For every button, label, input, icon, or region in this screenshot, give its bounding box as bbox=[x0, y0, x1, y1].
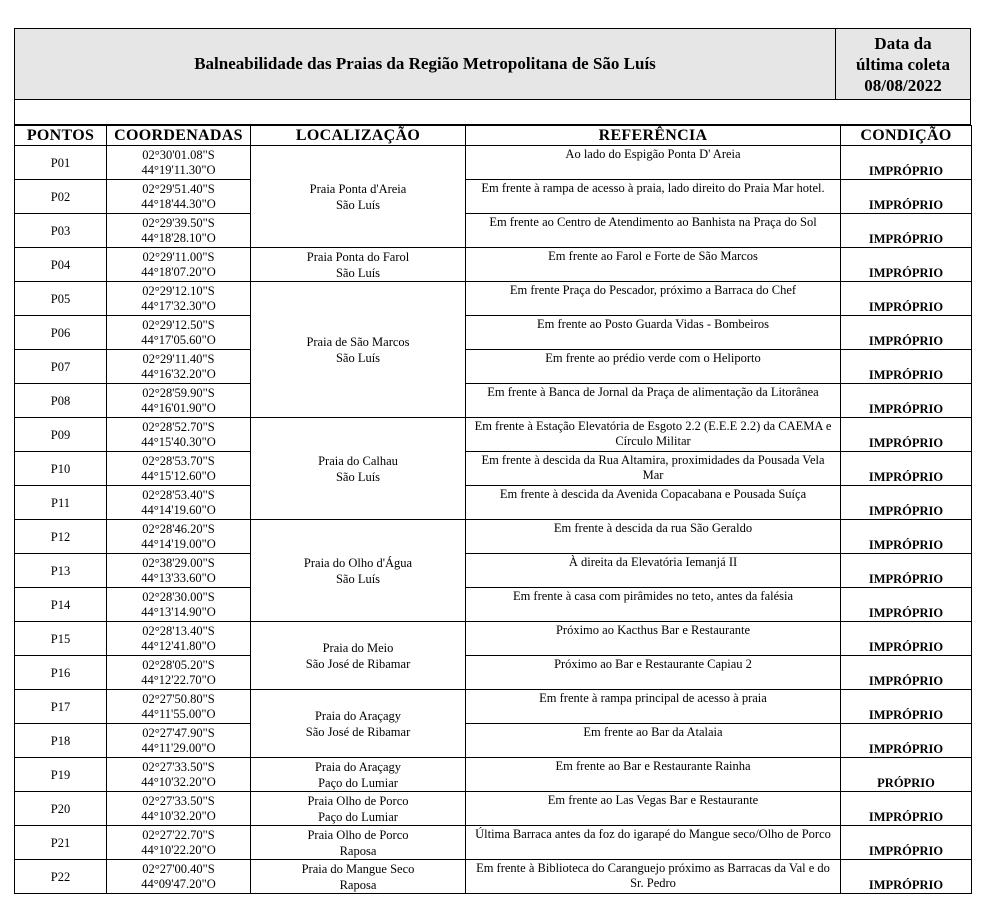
table-row bbox=[15, 588, 972, 622]
header-spacer bbox=[14, 100, 971, 125]
column-header-condicao: CONDIÇÃO bbox=[841, 126, 972, 146]
table-row bbox=[15, 282, 972, 316]
latitude: 02°27'50.80"S bbox=[142, 691, 215, 706]
condition-cell: IMPRÓPRIO bbox=[841, 588, 972, 622]
document-page bbox=[14, 28, 971, 894]
coordinates-cell bbox=[107, 588, 251, 622]
point-id: P02 bbox=[15, 180, 107, 214]
reference-cell: Em frente à descida da Avenida Copacabana e Pousada Suíça bbox=[466, 486, 841, 520]
reference-cell: Em frente ao Centro de Atendimento ao Banhista na Praça do Sol bbox=[466, 214, 841, 248]
point-id: P10 bbox=[15, 452, 107, 486]
longitude: 44°18'44.30"O bbox=[141, 196, 216, 211]
municipality: São Luís bbox=[335, 265, 381, 280]
condition-cell: IMPRÓPRIO bbox=[841, 418, 972, 452]
table-row bbox=[15, 860, 972, 894]
longitude: 44°14'19.60"O bbox=[141, 502, 216, 517]
longitude: 44°14'19.00"O bbox=[141, 536, 216, 551]
point-id: P05 bbox=[15, 282, 107, 316]
coordinates-cell bbox=[107, 622, 251, 656]
column-header-referencia: REFERÊNCIA bbox=[466, 126, 841, 146]
condition-cell: IMPRÓPRIO bbox=[841, 316, 972, 350]
table-row bbox=[15, 622, 972, 656]
reference-cell: Próximo ao Kacthus Bar e Restaurante bbox=[466, 622, 841, 656]
beach-name: Praia Olho de Porco bbox=[307, 827, 409, 842]
table-row bbox=[15, 180, 972, 214]
latitude: 02°28'59.90"S bbox=[142, 385, 215, 400]
longitude: 44°17'05.60"O bbox=[141, 332, 216, 347]
longitude: 44°11'55.00"O bbox=[141, 706, 216, 721]
latitude: 02°30'01.08"S bbox=[142, 147, 215, 162]
reference-cell: Em frente à Estação Elevatória de Esgoto 2.2 (E.E.E 2.2) da CAEMA e Círculo Militar bbox=[466, 418, 841, 452]
latitude: 02°29'12.50"S bbox=[142, 317, 215, 332]
longitude: 44°16'32.20"O bbox=[141, 366, 216, 381]
coordinates-cell bbox=[107, 452, 251, 486]
point-id: P11 bbox=[15, 486, 107, 520]
condition-cell: IMPRÓPRIO bbox=[841, 554, 972, 588]
condition-cell: IMPRÓPRIO bbox=[841, 146, 972, 180]
location-cell bbox=[251, 826, 466, 860]
latitude: 02°29'12.10"S bbox=[142, 283, 215, 298]
point-id: P16 bbox=[15, 656, 107, 690]
point-id: P06 bbox=[15, 316, 107, 350]
municipality: São Luís bbox=[335, 197, 381, 212]
coordinates-cell bbox=[107, 418, 251, 452]
collection-date: 08/08/2022 bbox=[864, 75, 942, 95]
coordinates-cell bbox=[107, 180, 251, 214]
latitude: 02°28'46.20"S bbox=[142, 521, 215, 536]
table-row bbox=[15, 350, 972, 384]
reference-cell: Em frente à Banca de Jornal da Praça de alimentação da Litorânea bbox=[466, 384, 841, 418]
condition-cell: IMPRÓPRIO bbox=[841, 656, 972, 690]
coordinates-cell bbox=[107, 384, 251, 418]
condition-cell: IMPRÓPRIO bbox=[841, 860, 972, 894]
longitude: 44°10'32.20"O bbox=[141, 774, 216, 789]
beach-name: Praia Olho de Porco bbox=[307, 793, 409, 808]
coordinates-cell bbox=[107, 758, 251, 792]
municipality: São Luís bbox=[335, 469, 381, 484]
coordinates-cell bbox=[107, 316, 251, 350]
latitude: 02°29'11.00"S bbox=[142, 249, 215, 264]
point-id: P01 bbox=[15, 146, 107, 180]
municipality: São José de Ribamar bbox=[305, 656, 411, 671]
point-id: P22 bbox=[15, 860, 107, 894]
reference-cell: Em frente à descida da Rua Altamira, proximidades da Pousada Vela Mar bbox=[466, 452, 841, 486]
point-id: P21 bbox=[15, 826, 107, 860]
reference-cell: Em frente à Biblioteca do Caranguejo próximo as Barracas da Val e do Sr. Pedro bbox=[466, 860, 841, 894]
table-row bbox=[15, 146, 972, 180]
column-header-localizacao: LOCALIZAÇÃO bbox=[251, 126, 466, 146]
reference-cell: Em frente ao Las Vegas Bar e Restaurante bbox=[466, 792, 841, 826]
column-header-pontos: PONTOS bbox=[15, 126, 107, 146]
location-cell bbox=[251, 622, 466, 690]
longitude: 44°15'40.30"O bbox=[141, 434, 216, 449]
latitude: 02°27'00.40"S bbox=[142, 861, 215, 876]
condition-cell: IMPRÓPRIO bbox=[841, 350, 972, 384]
table-body bbox=[15, 146, 972, 894]
beach-name: Praia de São Marcos bbox=[306, 334, 410, 349]
latitude: 02°38'29.00"S bbox=[142, 555, 215, 570]
condition-cell: IMPRÓPRIO bbox=[841, 792, 972, 826]
reference-cell: Em frente ao Farol e Forte de São Marcos bbox=[466, 248, 841, 282]
latitude: 02°27'33.50"S bbox=[142, 793, 215, 808]
coordinates-cell bbox=[107, 282, 251, 316]
latitude: 02°27'47.90"S bbox=[142, 725, 215, 740]
latitude: 02°27'22.70"S bbox=[142, 827, 215, 842]
coordinates-cell bbox=[107, 826, 251, 860]
condition-cell: IMPRÓPRIO bbox=[841, 180, 972, 214]
beach-name: Praia do Mangue Seco bbox=[301, 861, 415, 876]
reference-cell: Em frente à casa com pirâmides no teto, antes da falésia bbox=[466, 588, 841, 622]
longitude: 44°12'41.80"O bbox=[141, 638, 216, 653]
coordinates-cell bbox=[107, 248, 251, 282]
table-row bbox=[15, 758, 972, 792]
longitude: 44°18'28.10"O bbox=[141, 230, 216, 245]
latitude: 02°28'30.00"S bbox=[142, 589, 215, 604]
coordinates-cell bbox=[107, 860, 251, 894]
condition-cell: IMPRÓPRIO bbox=[841, 622, 972, 656]
reference-cell: Em frente à rampa de acesso à praia, lado direito do Praia Mar hotel. bbox=[466, 180, 841, 214]
municipality: São Luís bbox=[335, 350, 381, 365]
location-cell bbox=[251, 860, 466, 894]
condition-cell: IMPRÓPRIO bbox=[841, 690, 972, 724]
table-row bbox=[15, 418, 972, 452]
longitude: 44°10'32.20"O bbox=[141, 808, 216, 823]
point-id: P12 bbox=[15, 520, 107, 554]
location-cell bbox=[251, 418, 466, 520]
table-row bbox=[15, 520, 972, 554]
condition-cell: IMPRÓPRIO bbox=[841, 486, 972, 520]
report-header bbox=[14, 28, 971, 100]
municipality: São Luís bbox=[335, 571, 381, 586]
latitude: 02°29'11.40"S bbox=[142, 351, 215, 366]
condition-cell: IMPRÓPRIO bbox=[841, 826, 972, 860]
point-id: P17 bbox=[15, 690, 107, 724]
municipality: Raposa bbox=[339, 877, 377, 892]
date-label-line2: última coleta bbox=[856, 54, 950, 74]
location-cell bbox=[251, 282, 466, 418]
condition-cell: IMPRÓPRIO bbox=[841, 384, 972, 418]
longitude: 44°13'33.60"O bbox=[141, 570, 216, 585]
point-id: P03 bbox=[15, 214, 107, 248]
latitude: 02°28'53.40"S bbox=[142, 487, 215, 502]
reference-cell: Em frente ao prédio verde com o Heliporto bbox=[466, 350, 841, 384]
location-cell bbox=[251, 758, 466, 792]
location-cell bbox=[251, 690, 466, 758]
reference-cell: Próximo ao Bar e Restaurante Capiau 2 bbox=[466, 656, 841, 690]
longitude: 44°11'29.00"O bbox=[141, 740, 216, 755]
column-header-coordenadas: COORDENADAS bbox=[107, 126, 251, 146]
condition-cell: IMPRÓPRIO bbox=[841, 214, 972, 248]
reference-cell: Ao lado do Espigão Ponta D' Areia bbox=[466, 146, 841, 180]
table-row bbox=[15, 826, 972, 860]
table-row bbox=[15, 486, 972, 520]
location-cell bbox=[251, 248, 466, 282]
municipality: Raposa bbox=[339, 843, 377, 858]
point-id: P07 bbox=[15, 350, 107, 384]
latitude: 02°28'53.70"S bbox=[142, 453, 215, 468]
point-id: P20 bbox=[15, 792, 107, 826]
point-id: P04 bbox=[15, 248, 107, 282]
table-row bbox=[15, 384, 972, 418]
coordinates-cell bbox=[107, 792, 251, 826]
beach-table bbox=[14, 125, 972, 894]
point-id: P18 bbox=[15, 724, 107, 758]
point-id: P13 bbox=[15, 554, 107, 588]
latitude: 02°28'05.20"S bbox=[142, 657, 215, 672]
coordinates-cell bbox=[107, 520, 251, 554]
table-row bbox=[15, 656, 972, 690]
point-id: P19 bbox=[15, 758, 107, 792]
beach-name: Praia do Meio bbox=[322, 640, 394, 655]
municipality: Paço do Lumiar bbox=[318, 775, 398, 790]
table-row bbox=[15, 690, 972, 724]
coordinates-cell bbox=[107, 486, 251, 520]
table-header-row bbox=[15, 126, 972, 146]
report-title: Balneabilidade das Praias da Região Metropolitana de São Luís bbox=[15, 29, 836, 99]
beach-name: Praia do Olho d'Água bbox=[303, 555, 413, 570]
coordinates-cell bbox=[107, 690, 251, 724]
table-row bbox=[15, 248, 972, 282]
coordinates-cell bbox=[107, 350, 251, 384]
longitude: 44°18'07.20"O bbox=[141, 264, 216, 279]
reference-cell: Última Barraca antes da foz do igarapé do Mangue seco/Olho de Porco bbox=[466, 826, 841, 860]
longitude: 44°15'12.60"O bbox=[141, 468, 216, 483]
longitude: 44°09'47.20"O bbox=[141, 876, 216, 891]
condition-cell: IMPRÓPRIO bbox=[841, 282, 972, 316]
reference-cell: Em frente à rampa principal de acesso à praia bbox=[466, 690, 841, 724]
location-cell bbox=[251, 792, 466, 826]
point-id: P09 bbox=[15, 418, 107, 452]
beach-name: Praia Ponta d'Areia bbox=[309, 181, 407, 196]
beach-name: Praia do Calhau bbox=[318, 453, 398, 468]
longitude: 44°10'22.20"O bbox=[141, 842, 216, 857]
municipality: São José de Ribamar bbox=[305, 724, 411, 739]
location-cell bbox=[251, 520, 466, 622]
longitude: 44°19'11.30"O bbox=[141, 162, 216, 177]
reference-cell: Em frente ao Bar da Atalaia bbox=[466, 724, 841, 758]
reference-cell: À direita da Elevatória Iemanjá II bbox=[466, 554, 841, 588]
longitude: 44°16'01.90"O bbox=[141, 400, 216, 415]
condition-cell: IMPRÓPRIO bbox=[841, 452, 972, 486]
reference-cell: Em frente Praça do Pescador, próximo a Barraca do Chef bbox=[466, 282, 841, 316]
table-row bbox=[15, 792, 972, 826]
coordinates-cell bbox=[107, 214, 251, 248]
coordinates-cell bbox=[107, 656, 251, 690]
longitude: 44°12'22.70"O bbox=[141, 672, 216, 687]
condition-cell: IMPRÓPRIO bbox=[841, 724, 972, 758]
table-row bbox=[15, 724, 972, 758]
longitude: 44°17'32.30"O bbox=[141, 298, 216, 313]
beach-name: Praia do Araçagy bbox=[314, 759, 402, 774]
date-label-line1: Data da bbox=[874, 33, 932, 53]
coordinates-cell bbox=[107, 554, 251, 588]
reference-cell: Em frente à descida da rua São Geraldo bbox=[466, 520, 841, 554]
beach-name: Praia do Araçagy bbox=[314, 708, 402, 723]
point-id: P08 bbox=[15, 384, 107, 418]
reference-cell: Em frente ao Posto Guarda Vidas - Bombeiros bbox=[466, 316, 841, 350]
coordinates-cell bbox=[107, 146, 251, 180]
table-row bbox=[15, 554, 972, 588]
municipality: Paço do Lumiar bbox=[318, 809, 398, 824]
table-row bbox=[15, 452, 972, 486]
beach-name: Praia Ponta do Farol bbox=[306, 249, 410, 264]
latitude: 02°27'33.50"S bbox=[142, 759, 215, 774]
location-cell bbox=[251, 146, 466, 248]
point-id: P14 bbox=[15, 588, 107, 622]
reference-cell: Em frente ao Bar e Restaurante Rainha bbox=[466, 758, 841, 792]
condition-cell: IMPRÓPRIO bbox=[841, 520, 972, 554]
table-row bbox=[15, 316, 972, 350]
condition-cell: PRÓPRIO bbox=[841, 758, 972, 792]
coordinates-cell bbox=[107, 724, 251, 758]
point-id: P15 bbox=[15, 622, 107, 656]
latitude: 02°29'39.50"S bbox=[142, 215, 215, 230]
collection-date-box bbox=[836, 29, 970, 99]
latitude: 02°28'13.40"S bbox=[142, 623, 215, 638]
latitude: 02°29'51.40"S bbox=[142, 181, 215, 196]
table-row bbox=[15, 214, 972, 248]
longitude: 44°13'14.90"O bbox=[141, 604, 216, 619]
latitude: 02°28'52.70"S bbox=[142, 419, 215, 434]
condition-cell: IMPRÓPRIO bbox=[841, 248, 972, 282]
